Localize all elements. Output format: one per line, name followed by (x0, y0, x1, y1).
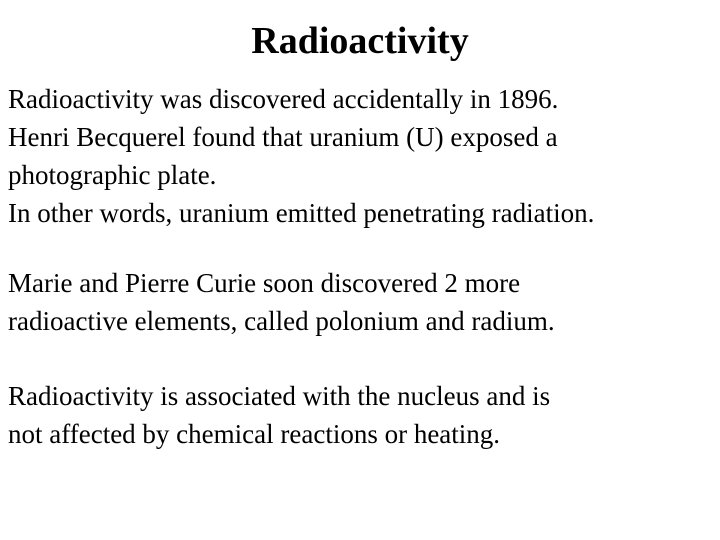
text-line: not affected by chemical reactions or heating. (8, 419, 501, 449)
text-line: Marie and Pierre Curie soon discovered 2 more (8, 268, 521, 298)
paragraph-discovery (8, 80, 720, 232)
text-line: radioactive elements, called polonium and radium. (8, 306, 555, 336)
text-line: photographic plate. (8, 160, 217, 190)
text-line: In other words, uranium emitted penetrating radiation. (8, 198, 595, 228)
slide-title: Radioactivity (251, 20, 469, 62)
paragraph-curie (8, 264, 720, 340)
text-line: Radioactivity was discovered accidentally in 1896. (8, 84, 559, 114)
text-line: Radioactivity is associated with the nucleus and is (8, 381, 551, 411)
text-line: Henri Becquerel found that uranium (U) exposed a (8, 122, 558, 152)
paragraph-nucleus (8, 377, 720, 453)
